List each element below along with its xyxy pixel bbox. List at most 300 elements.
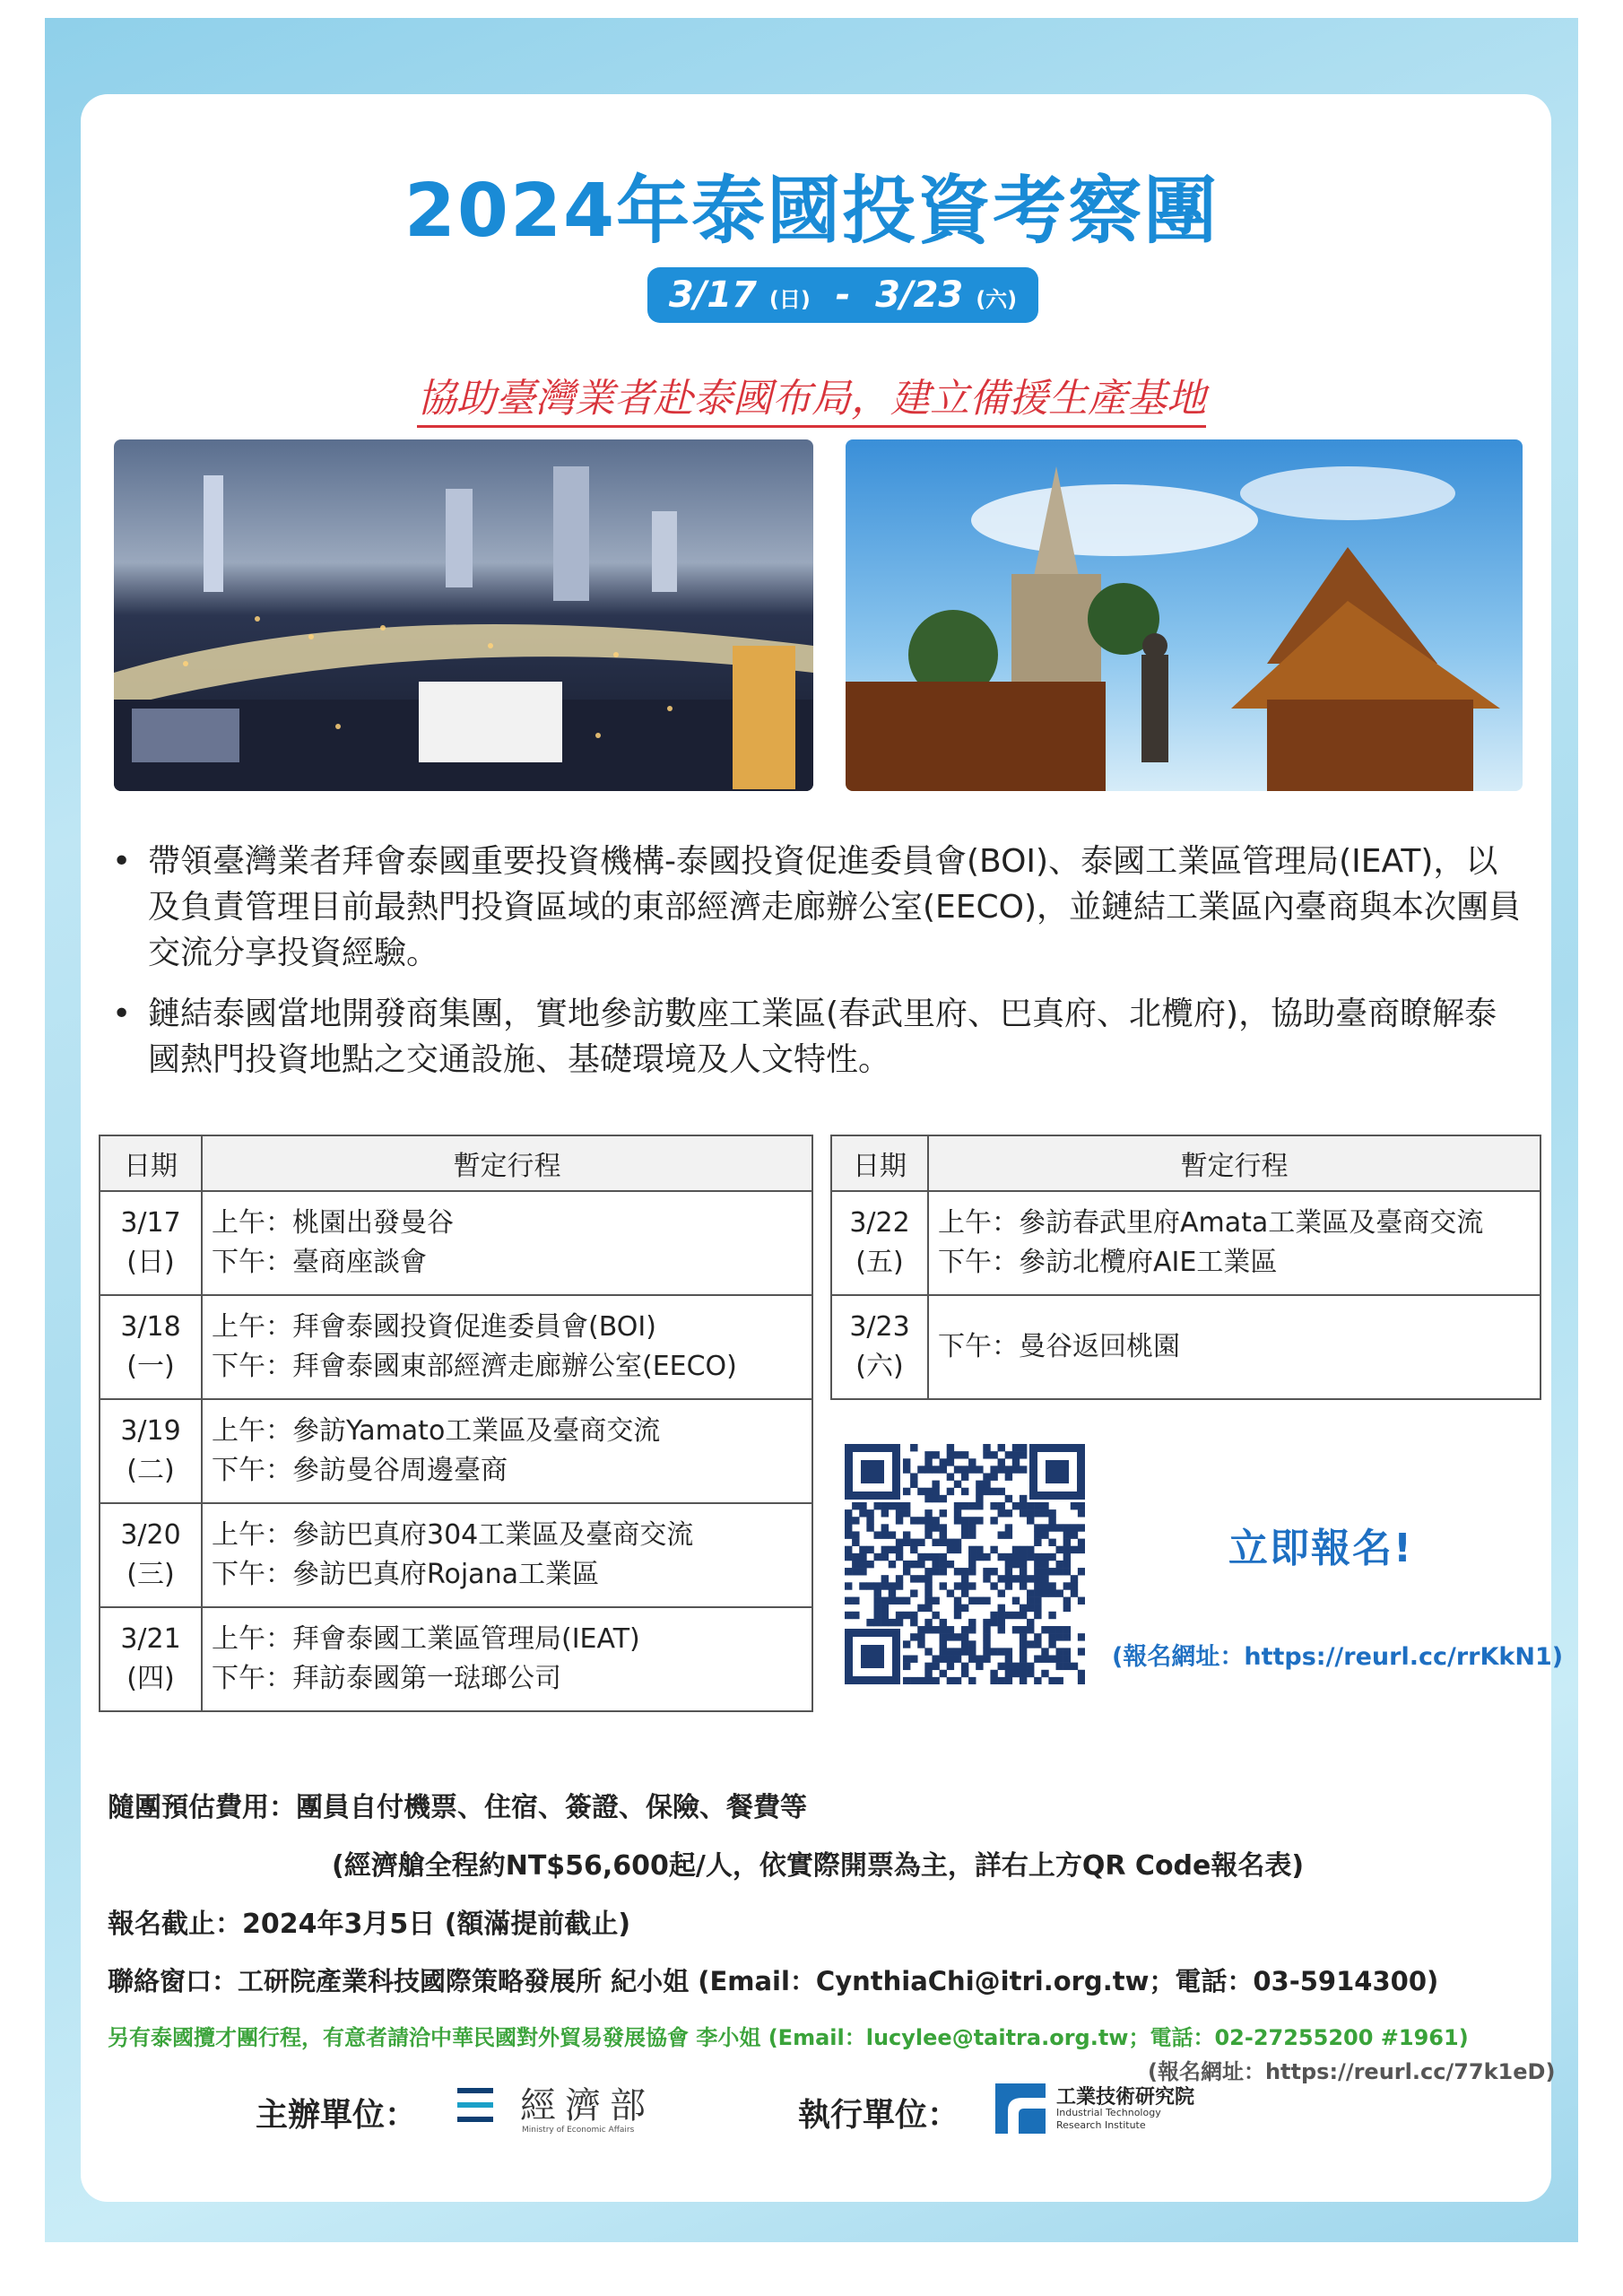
register-link[interactable]: https://reurl.cc/rrKkN1 (1244, 1643, 1552, 1671)
qr-module (968, 1531, 976, 1538)
qr-module (896, 1553, 903, 1561)
qr-module (947, 1648, 954, 1655)
qr-module (866, 1582, 873, 1589)
qr-module (947, 1451, 954, 1458)
qr-module (947, 1458, 954, 1465)
qr-module (1063, 1524, 1071, 1531)
qr-module (903, 1640, 910, 1648)
qr-module (932, 1517, 939, 1524)
qr-module (998, 1648, 1005, 1655)
qr-module (924, 1619, 932, 1626)
qr-module (1020, 1451, 1027, 1458)
qr-module (947, 1663, 954, 1670)
qr-module (968, 1465, 976, 1473)
qr-module (961, 1575, 968, 1582)
qr-module (889, 1546, 896, 1553)
qr-module (1056, 1568, 1063, 1575)
qr-module (998, 1509, 1005, 1517)
qr-module (983, 1568, 990, 1575)
qr-module (859, 1582, 866, 1589)
date-cell (100, 1399, 202, 1503)
qr-module (983, 1648, 990, 1655)
qr-module (1020, 1575, 1027, 1582)
qr-module (896, 1539, 903, 1546)
qr-module (976, 1488, 983, 1495)
qr-code[interactable] (845, 1444, 1085, 1684)
qr-module (1056, 1589, 1063, 1596)
qr-module (954, 1605, 961, 1612)
qr-module (852, 1612, 859, 1619)
qr-module (947, 1473, 954, 1480)
qr-module (1027, 1502, 1034, 1509)
qr-module (998, 1612, 1005, 1619)
qr-module (1034, 1605, 1041, 1612)
qr-module (917, 1553, 924, 1561)
qr-module (889, 1619, 896, 1626)
qr-module (1020, 1502, 1027, 1509)
qr-module (1063, 1531, 1071, 1538)
qr-module (917, 1626, 924, 1633)
qr-module (873, 1605, 881, 1612)
qr-module (940, 1539, 947, 1546)
qr-module (954, 1546, 961, 1553)
qr-module (896, 1509, 903, 1517)
qr-module (976, 1597, 983, 1605)
qr-module (990, 1502, 997, 1509)
qr-module (1063, 1633, 1071, 1640)
qr-module (961, 1451, 968, 1458)
qr-module (881, 1575, 889, 1582)
qr-module (968, 1619, 976, 1626)
deadline-line: 報名截止：2024年3月5日 (額滿提前截止) (108, 1909, 631, 1940)
qr-module (845, 1582, 852, 1589)
qr-module (990, 1546, 997, 1553)
qr-module (896, 1582, 903, 1589)
qr-module (1005, 1648, 1012, 1655)
bullet-item (112, 839, 1529, 982)
qr-module (1034, 1677, 1041, 1684)
qr-module (954, 1633, 961, 1640)
qr-module (924, 1495, 932, 1502)
schedule-table-left (99, 1135, 813, 1712)
qr-module (990, 1612, 997, 1619)
qr-module (924, 1677, 932, 1684)
qr-module (1063, 1546, 1071, 1553)
qr-module (1071, 1502, 1078, 1509)
qr-module (859, 1546, 866, 1553)
qr-module (852, 1531, 859, 1538)
qr-module (881, 1546, 889, 1553)
qr-module (924, 1626, 932, 1633)
qr-module (968, 1524, 976, 1531)
qr-module (881, 1553, 889, 1561)
qr-module (954, 1568, 961, 1575)
qr-module (1012, 1626, 1020, 1633)
qr-module (845, 1546, 852, 1553)
qr-module (940, 1524, 947, 1531)
qr-module (889, 1531, 896, 1538)
qr-module (961, 1648, 968, 1655)
row-pm: 下午：曼谷返回桃園 (938, 1331, 1180, 1362)
qr-module (968, 1561, 976, 1568)
qr-module (998, 1677, 1005, 1684)
qr-module (1005, 1663, 1012, 1670)
qr-module (961, 1640, 968, 1648)
qr-module (1020, 1612, 1027, 1619)
qr-module (924, 1531, 932, 1538)
date-range-badge (647, 267, 1038, 323)
qr-module (1012, 1546, 1020, 1553)
qr-module (896, 1619, 903, 1626)
qr-module (1078, 1502, 1085, 1509)
qr-module (1020, 1582, 1027, 1589)
qr-module (1063, 1605, 1071, 1612)
qr-module (924, 1605, 932, 1612)
qr-module (1027, 1619, 1034, 1626)
qr-module (961, 1589, 968, 1596)
qr-module (1020, 1677, 1027, 1684)
qr-module (1027, 1605, 1034, 1612)
qr-module (983, 1488, 990, 1495)
qr-module (1048, 1568, 1055, 1575)
qr-module (961, 1663, 968, 1670)
qr-module (1012, 1597, 1020, 1605)
qr-module (852, 1553, 859, 1561)
qr-module (924, 1524, 932, 1531)
qr-module (976, 1663, 983, 1670)
qr-module (910, 1656, 917, 1663)
qr-module (924, 1597, 932, 1605)
qr-module (917, 1539, 924, 1546)
qr-module (1027, 1509, 1034, 1517)
qr-module (1020, 1656, 1027, 1663)
qr-module (954, 1539, 961, 1546)
date-cell (100, 1503, 202, 1607)
qr-module (990, 1488, 997, 1495)
qr-module (983, 1640, 990, 1648)
qr-module (1041, 1524, 1048, 1531)
qr-module (990, 1465, 997, 1473)
qr-module (947, 1488, 954, 1495)
qr-module (932, 1539, 939, 1546)
qr-module (1020, 1605, 1027, 1612)
qr-module (889, 1597, 896, 1605)
table-header-row (831, 1135, 1541, 1191)
qr-module (1027, 1589, 1034, 1596)
qr-module (1012, 1502, 1020, 1509)
qr-module (903, 1597, 910, 1605)
page-title: 2024年泰國投資考察團 (404, 169, 1219, 254)
qr-module (903, 1502, 910, 1509)
qr-module (961, 1524, 968, 1531)
qr-module (910, 1444, 917, 1451)
qr-module (961, 1568, 968, 1575)
qr-module (889, 1561, 896, 1568)
qr-module (968, 1546, 976, 1553)
row-date: 3/22 (849, 1207, 910, 1239)
qr-module (1034, 1575, 1041, 1582)
qr-module (1020, 1663, 1027, 1670)
qr-module (968, 1502, 976, 1509)
row-am: 上午：參訪巴真府304工業區及臺商交流 (212, 1519, 694, 1551)
qr-module (1063, 1582, 1071, 1589)
qr-module (910, 1546, 917, 1553)
plan-cell (202, 1191, 812, 1295)
contact-line: 聯絡窗口：工研院產業科技國際策略發展所 紀小姐 (Email：CynthiaChi@itri.org.tw；電話：03-5914300) (108, 1966, 1439, 1996)
qr-module (976, 1553, 983, 1561)
qr-module (903, 1656, 910, 1663)
qr-module (1005, 1451, 1012, 1458)
qr-module (961, 1626, 968, 1633)
row-pm: 下午：拜訪泰國第一琺瑯公司 (212, 1663, 561, 1694)
qr-module (917, 1605, 924, 1612)
qr-module (961, 1465, 968, 1473)
qr-module (881, 1509, 889, 1517)
subtitle (0, 366, 1623, 423)
bullet-item (112, 991, 1529, 1090)
qr-module (881, 1605, 889, 1612)
qr-module (910, 1633, 917, 1640)
qr-module (976, 1481, 983, 1488)
qr-module (1027, 1626, 1034, 1633)
itri-name-en-1: Industrial Technology (1056, 2107, 1161, 2118)
qr-module (998, 1444, 1005, 1451)
qr-module (1020, 1648, 1027, 1655)
qr-module (903, 1663, 910, 1670)
qr-module (1027, 1575, 1034, 1582)
qr-module (881, 1582, 889, 1589)
qr-module (932, 1465, 939, 1473)
qr-module (1005, 1568, 1012, 1575)
qr-module (866, 1524, 873, 1531)
qr-module (873, 1502, 881, 1509)
qr-module (961, 1517, 968, 1524)
qr-module (932, 1568, 939, 1575)
qr-module (1005, 1524, 1012, 1531)
row-pm: 下午：臺商座談會 (212, 1247, 427, 1278)
qr-module (932, 1553, 939, 1561)
qr-module (866, 1561, 873, 1568)
qr-module (924, 1589, 932, 1596)
qr-module (968, 1626, 976, 1633)
qr-module (896, 1546, 903, 1553)
qr-module (1034, 1656, 1041, 1663)
qr-module (910, 1517, 917, 1524)
qr-module (976, 1656, 983, 1663)
qr-module (845, 1597, 852, 1605)
qr-module (990, 1677, 997, 1684)
qr-module (1041, 1553, 1048, 1561)
qr-module (947, 1656, 954, 1663)
qr-module (1041, 1589, 1048, 1596)
qr-module (1041, 1502, 1048, 1509)
qr-module (924, 1451, 932, 1458)
qr-module (932, 1612, 939, 1619)
row-pm: 下午：參訪北欖府AIE工業區 (938, 1247, 1278, 1278)
date-cell (100, 1607, 202, 1711)
qr-module (1012, 1575, 1020, 1582)
qr-module (845, 1524, 852, 1531)
qr-module (873, 1612, 881, 1619)
qr-module (1012, 1465, 1020, 1473)
qr-module (1020, 1561, 1027, 1568)
qr-module (910, 1561, 917, 1568)
qr-module (1048, 1553, 1055, 1561)
table-row (831, 1191, 1541, 1295)
qr-module (845, 1612, 852, 1619)
qr-module (896, 1597, 903, 1605)
qr-module (990, 1517, 997, 1524)
qr-module (954, 1677, 961, 1684)
qr-module (1034, 1531, 1041, 1538)
row-date: 3/20 (120, 1519, 181, 1551)
qr-module (910, 1589, 917, 1596)
qr-module (940, 1626, 947, 1633)
qr-module (983, 1656, 990, 1663)
itri-name: 工業技術研究院 (1056, 2086, 1195, 2109)
qr-module (961, 1531, 968, 1538)
start-date: 3/17 (668, 274, 757, 316)
qr-module (910, 1677, 917, 1684)
qr-module (932, 1561, 939, 1568)
qr-module (961, 1633, 968, 1640)
qr-module (1056, 1677, 1063, 1684)
cost-note: (經濟艙全程約NT$56,600起/人，依實際開票為主，詳右上方QR Code報名表) (332, 1850, 1305, 1882)
row-am: 上午：拜會泰國投資促進委員會(BOI) (212, 1311, 656, 1343)
qr-module (1071, 1546, 1078, 1553)
qr-module (940, 1553, 947, 1561)
qr-module (1027, 1663, 1034, 1670)
qr-module (983, 1575, 990, 1582)
qr-module (954, 1451, 961, 1458)
qr-module (1071, 1531, 1078, 1538)
plan-cell (202, 1399, 812, 1503)
qr-module (1048, 1612, 1055, 1619)
qr-module (947, 1626, 954, 1633)
qr-module (910, 1539, 917, 1546)
qr-module (866, 1509, 873, 1517)
qr-module (940, 1619, 947, 1626)
qr-module (976, 1502, 983, 1509)
qr-module (1048, 1517, 1055, 1524)
plan-header: 暫定行程 (202, 1135, 812, 1191)
qr-module (976, 1517, 983, 1524)
qr-module (940, 1568, 947, 1575)
qr-module (924, 1648, 932, 1655)
qr-module (968, 1677, 976, 1684)
qr-module (968, 1458, 976, 1465)
table-row (100, 1191, 812, 1295)
qr-module (1005, 1575, 1012, 1582)
qr-module (859, 1509, 866, 1517)
ministry-name-en: Ministry of Economic Affairs (522, 2126, 635, 2135)
plan-cell (202, 1503, 812, 1607)
qr-module (896, 1502, 903, 1509)
qr-module (852, 1561, 859, 1568)
qr-module (961, 1670, 968, 1677)
row-am: 上午：參訪Yamato工業區及臺商交流 (212, 1415, 661, 1447)
thai-temple-photo (846, 439, 1523, 791)
qr-module (968, 1517, 976, 1524)
table-row (100, 1607, 812, 1711)
qr-module (881, 1597, 889, 1605)
qr-module (947, 1539, 954, 1546)
qr-module (866, 1546, 873, 1553)
qr-module (998, 1626, 1005, 1633)
qr-module (983, 1597, 990, 1605)
qr-module (917, 1488, 924, 1495)
register-now-text: 立即報名! (1228, 1526, 1414, 1571)
qr-module (924, 1663, 932, 1670)
row-weekday: (五) (855, 1247, 904, 1278)
qr-module (1020, 1444, 1027, 1451)
qr-module (845, 1509, 852, 1517)
plan-cell (202, 1295, 812, 1399)
qr-module (1012, 1458, 1020, 1465)
qr-module (859, 1553, 866, 1561)
qr-module (924, 1582, 932, 1589)
ministry-name: 經濟部 (520, 2085, 655, 2126)
qr-module (961, 1605, 968, 1612)
qr-module (845, 1553, 852, 1561)
qr-module (1041, 1575, 1048, 1582)
qr-module (940, 1670, 947, 1677)
qr-module (1005, 1531, 1012, 1538)
qr-module (1041, 1626, 1048, 1633)
qr-module (998, 1663, 1005, 1670)
qr-module (940, 1509, 947, 1517)
qr-module (1048, 1589, 1055, 1596)
qr-module (983, 1626, 990, 1633)
qr-module (1041, 1531, 1048, 1538)
qr-module (924, 1465, 932, 1473)
qr-module (903, 1531, 910, 1538)
qr-module (954, 1509, 961, 1517)
qr-module (1048, 1582, 1055, 1589)
qr-module (932, 1597, 939, 1605)
qr-module (932, 1495, 939, 1502)
qr-module (1048, 1640, 1055, 1648)
qr-module (924, 1488, 932, 1495)
qr-module (1071, 1663, 1078, 1670)
qr-module (1027, 1597, 1034, 1605)
other-group-line: 另有泰國攬才團行程，有意者請洽中華民國對外貿易發展協會 李小姐 (Email：lucylee@taitra.org.tw；電話：02-27255200 #1961) (108, 2025, 1469, 2050)
qr-module (917, 1561, 924, 1568)
qr-module (1012, 1612, 1020, 1619)
qr-module (1078, 1524, 1085, 1531)
cost-line: 隨團預估費用：團員自付機票、住宿、簽證、保險、餐費等 (108, 1792, 807, 1823)
organizer-label: 主辦單位： (256, 2097, 418, 2134)
row-weekday: (三) (126, 1559, 175, 1590)
qr-module (924, 1553, 932, 1561)
qr-module (990, 1473, 997, 1480)
qr-module (961, 1582, 968, 1589)
qr-module (990, 1648, 997, 1655)
qr-module (1034, 1553, 1041, 1561)
qr-module (998, 1531, 1005, 1538)
qr-module (917, 1465, 924, 1473)
row-date: 3/18 (120, 1311, 181, 1343)
qr-module (910, 1473, 917, 1480)
qr-module (1071, 1524, 1078, 1531)
other-group-link[interactable]: (報名網址：https://reurl.cc/77k1eD) (1148, 2059, 1556, 2084)
qr-module (954, 1465, 961, 1473)
qr-module (940, 1582, 947, 1589)
qr-module (1048, 1633, 1055, 1640)
table-row (100, 1399, 812, 1503)
qr-module (932, 1677, 939, 1684)
qr-module (1078, 1568, 1085, 1575)
